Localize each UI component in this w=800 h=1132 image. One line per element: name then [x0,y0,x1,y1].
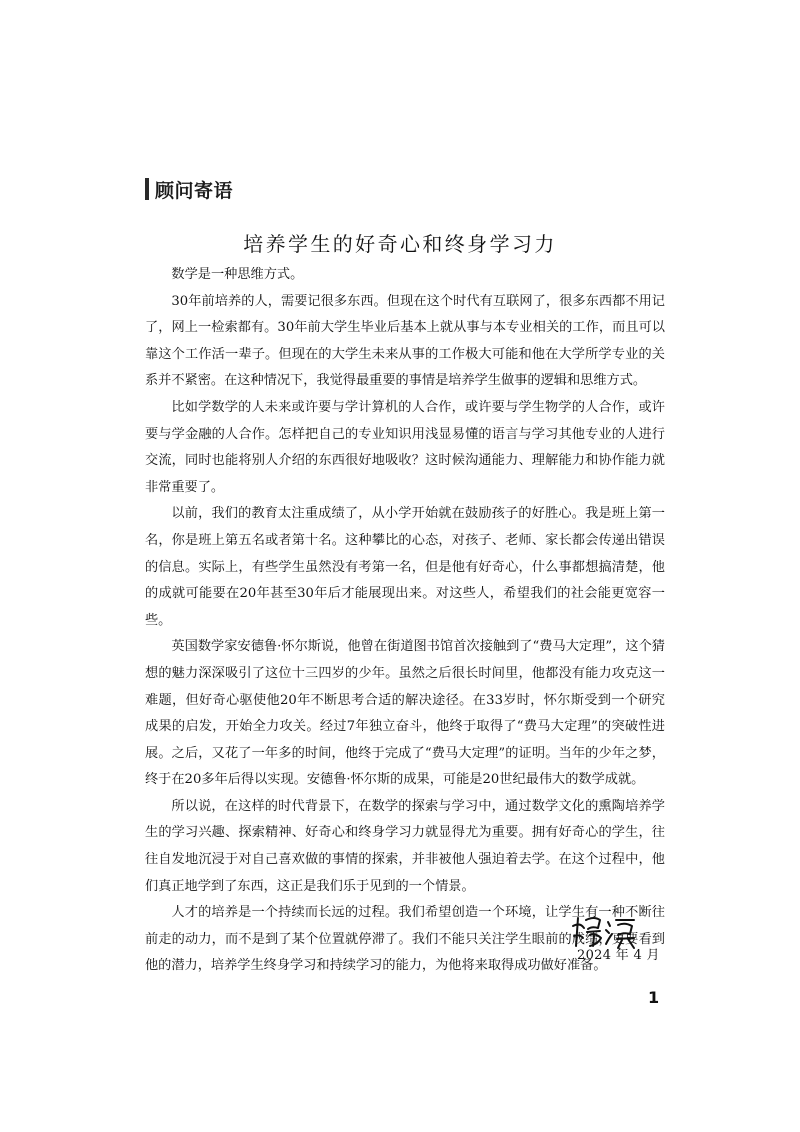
article-title: 培养学生的好奇心和终身学习力 [243,232,557,256]
date: 2024 年 4 月 [577,948,660,963]
section-title: 顾问寄语 [155,179,234,202]
paragraph: 所以说，在这样的时代背景下，在数学的探索与学习中，通过数学文化的熏陶培养学生的学习兴趣、探索精神、好奇心和终身学习力就显得尤为重要。拥有好奇心的学生，往往自发地沉浸于对自己喜欢做的事情的探索，并非被他人强迫着去学。在这个过程中，他们真正地学到了东西，这正是我们乐于见到的一个情景。 [145,798,665,894]
page-number: 1 [648,988,660,1007]
article-body [145,262,665,980]
paragraph: 人才的培养是一个持续而长远的过程。我们希望创造一个环境，让学生有一种不断往前走的动力，而不是到了某个位置就停滞了。我们不能只关注学生眼前的成绩，更要看到他的潜力，培养学生终身学习和持续学习的能力，为他将来取得成功做好准备。 [145,905,665,974]
section-bar [145,178,149,200]
section-header [145,176,233,202]
paragraph: 30年前培养的人，需要记很多东西。但现在这个时代有互联网了，很多东西都不用记了，网上一检索都有。30年前大学生毕业后基本上就从事与本专业相关的工作，而且可以靠这个工作活一辈子。但现在的大学生未来从事的工作极大可能和他在大学所学专业的关系并不紧密。在这种情况下，我觉得最重要的事情是培养学生做事的逻辑和思维方式。 [145,293,665,389]
paragraph: 英国数学家安德鲁·怀尔斯说，他曾在街道图书馆首次接触到了“费马大定理”，这个猜想的魅力深深吸引了这位十三四岁的少年。虽然之后很长时间里，他都没有能力攻克这一难题，但好奇心驱使他20年不断思考合适的解决途径。在33岁时，怀尔斯受到一个研究成果的启发，开始全力攻关。经过7年独立奋斗，他终于取得了“费马大定理”的突破性进展。之后，又花了一年多的时间，他终于完成了“费马大定理”的证明。当年的少年之梦，终于在20多年后得以实现。安德鲁·怀尔斯的成果，可能是20世纪最伟大的数学成就。 [145,639,665,788]
paragraph: 数学是一种思维方式。 [171,267,304,282]
paragraph: 以前，我们的教育太注重成绩了，从小学开始就在鼓励孩子的好胜心。我是班上第一名，你是班上第五名或者第十名。这种攀比的心态，对孩子、老师、家长都会传递出错误的信息。实际上，有些学生虽然没有考第一名，但是他有好奇心，什么事都想搞清楚，他的成就可能要在20年甚至30年后才能展现出来。对这些人，希望我们的社会能更宽容一些。 [145,506,665,628]
paragraph: 比如学数学的人未来或许要与学计算机的人合作，或许要与学生物学的人合作，或许要与学金融的人合作。怎样把自己的专业知识用浅显易懂的语言与学习其他专业的人进行交流，同时也能将别人介绍的东西很好地吸收？这时候沟通能力、理解能力和协作能力就非常重要了。 [145,399,665,495]
